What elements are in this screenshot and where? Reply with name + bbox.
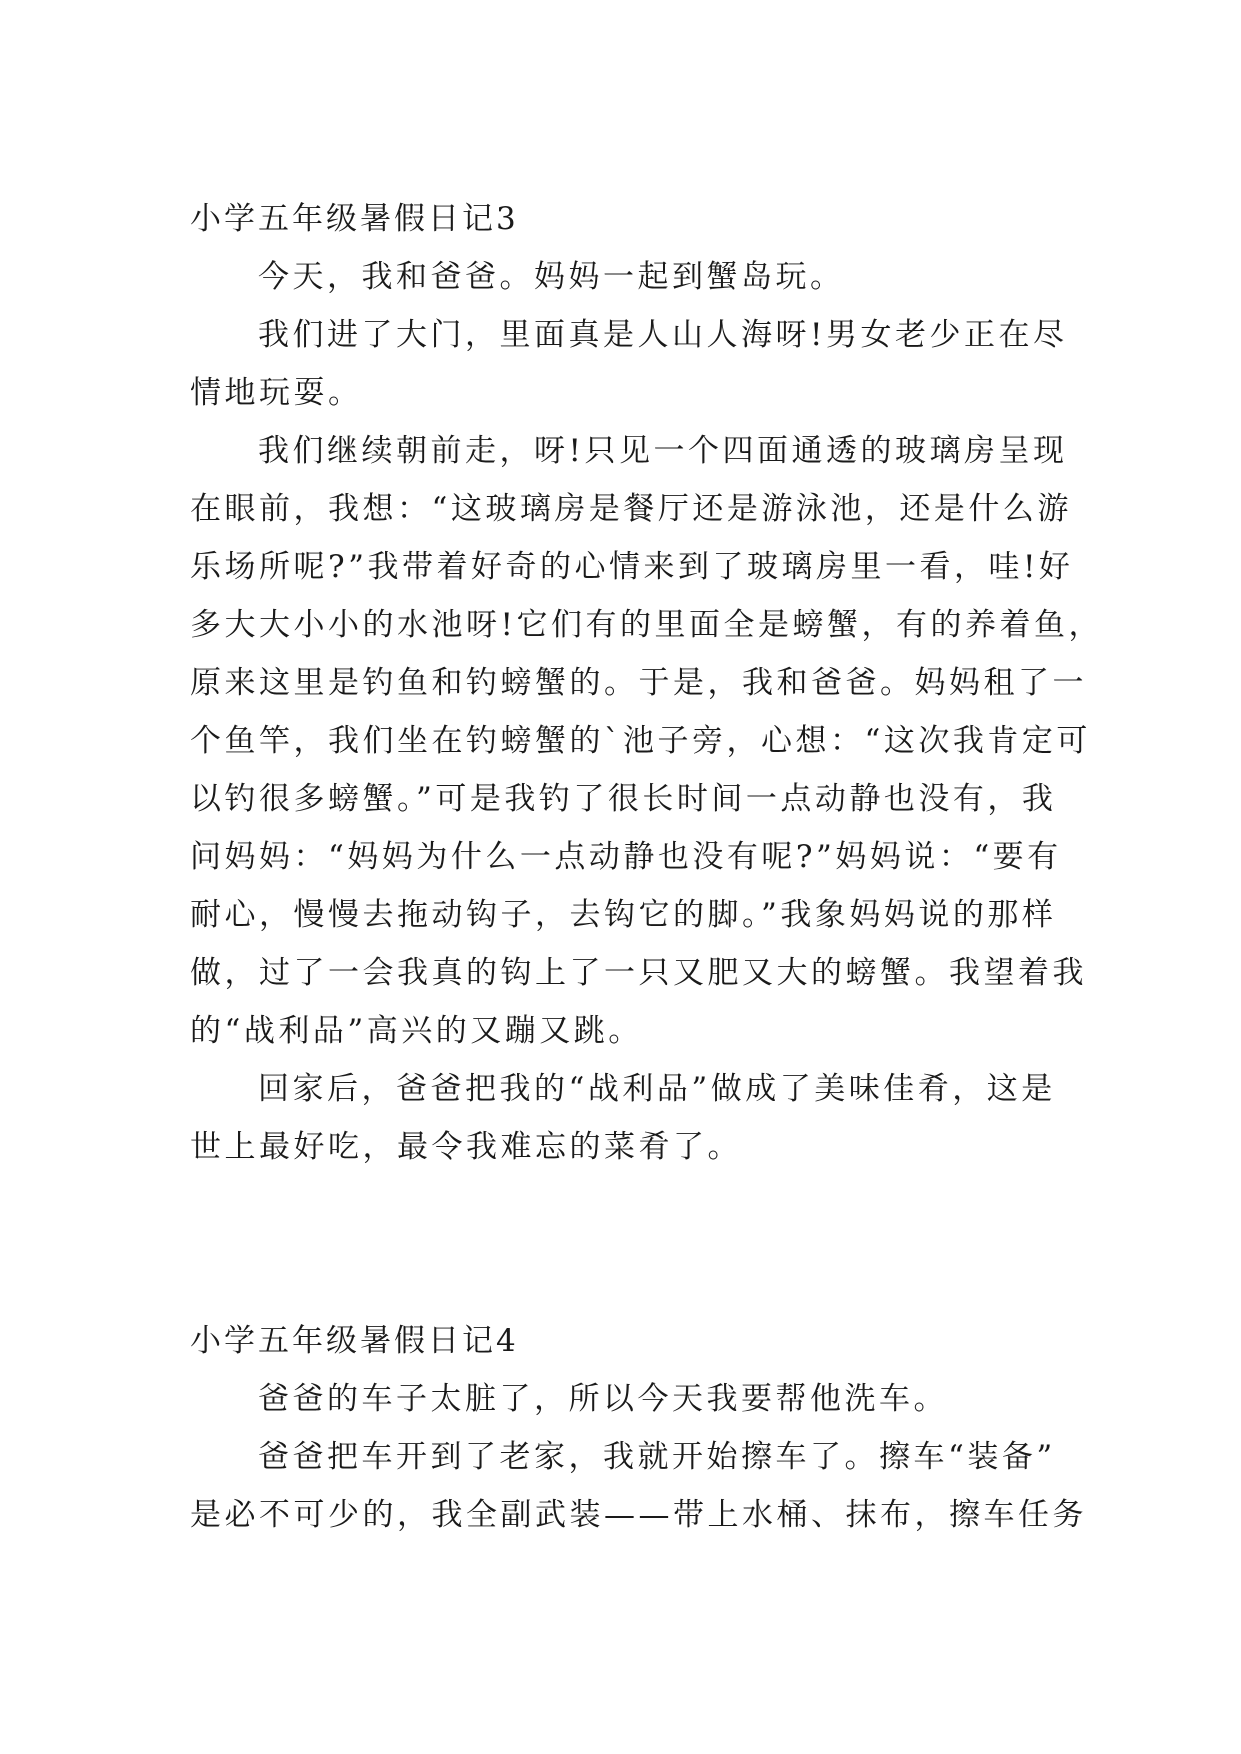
text-line: 我们进了大门，里面真是人山人海呀!男女老少正在尽: [258, 317, 1068, 353]
paragraph: [190, 248, 1070, 306]
text-line: 多大大小小的水池呀!它们有的里面全是螃蟹，有的养着鱼，: [190, 607, 1103, 643]
paragraph: [190, 1370, 1070, 1428]
text-line: 在眼前，我想：“这玻璃房是餐厅还是游泳池，还是什么游: [190, 491, 1072, 527]
text-line: 个鱼竿，我们坐在钓螃蟹的`池子旁，心想：“这次我肯定可: [190, 723, 1091, 759]
text-line: 我们继续朝前走，呀!只见一个四面通透的玻璃房呈现: [258, 433, 1068, 469]
text-line: 今天，我和爸爸。妈妈一起到蟹岛玩。: [258, 259, 845, 295]
section-body: [190, 248, 1103, 1176]
section-body: [190, 1370, 1087, 1544]
paragraph: [190, 1060, 1070, 1176]
paragraph: [190, 422, 1103, 1060]
text-line: 问妈妈：“妈妈为什么一点动静也没有呢?”妈妈说：“要有: [190, 839, 1062, 875]
text-line: 爸爸把车开到了老家，我就开始擦车了。擦车“装备”: [258, 1439, 1056, 1475]
section-title: 小学五年级暑假日记4: [190, 1323, 519, 1359]
section-title: 小学五年级暑假日记3: [190, 201, 519, 237]
text-line: 以钓很多螃蟹。”可是我钓了很长时间一点动静也没有，我: [190, 781, 1057, 817]
text-line: 耐心，慢慢去拖动钩子，去钩它的脚。”我象妈妈说的那样: [190, 897, 1057, 933]
text-line: 世上最好吃，最令我难忘的菜肴了。: [190, 1129, 742, 1165]
text-line: 原来这里是钓鱼和钓螃蟹的。于是，我和爸爸。妈妈租了一: [190, 665, 1087, 701]
text-line: 做，过了一会我真的钩上了一只又肥又大的螃蟹。我望着我: [190, 955, 1087, 991]
text-line: 回家后，爸爸把我的“战利品”做成了美味佳肴，这是: [258, 1071, 1056, 1107]
text-line: 情地玩耍。: [190, 375, 363, 411]
text-line: 的“战利品”高兴的又蹦又跳。: [190, 1013, 643, 1049]
text-line: 乐场所呢?”我带着好奇的心情来到了玻璃房里一看，哇!好: [190, 549, 1074, 585]
text-line: 爸爸的车子太脏了，所以今天我要帮他洗车。: [258, 1381, 948, 1417]
paragraph: [190, 1428, 1087, 1544]
paragraph: [190, 306, 1070, 422]
text-line: 是必不可少的，我全副武装——带上水桶、抹布，擦车任务: [190, 1497, 1087, 1533]
